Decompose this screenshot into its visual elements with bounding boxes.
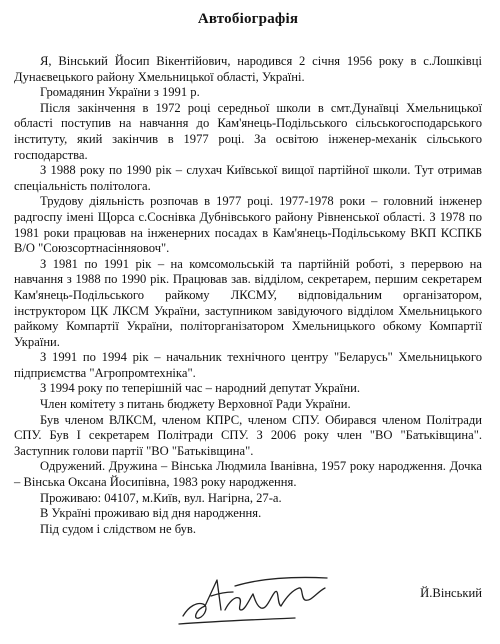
signature-name: Й.Вінський [420,586,482,600]
paragraph-membership: Був членом ВЛКСМ, членом КПРС, членом СПУ. Обирався членом Політради СПУ. Був І секретарем Політради СПУ. З 2006 року член "ВО "Батьківщина". Заступник голови партії "ВО "Батьківщина". [14,412,482,458]
paragraph-court: Під судом і слідством не був. [40,521,197,536]
document-body [14,54,482,537]
paragraph-party-school: З 1988 року по 1990 рік – слухач Київської вищої партійної школи. Тут отримав спеціальність політолога. [14,163,482,193]
paragraph-committee: Член комітету з питань бюджету Верховної Ради України. [40,397,351,412]
signature-area [0,566,500,636]
document-title: Автобіографія [197,11,299,27]
paragraph-career-start: Трудову діяльність розпочав в 1977 році. 1977-1978 роки – головний інженер радгоспу імені Щорса с.Соснівка Дубнівського району Рівненської області. З 1978 по 1981 роки працював на інженерних посадах в Кам'янець-Подільському ВКП КСПКБ В/О "Союзсортнасінняовоч". [14,194,482,256]
paragraph-deputy: З 1994 року по теперішній час – народний депутат України. [40,381,360,396]
paragraph-komsomol: З 1981 по 1991 рік – на комсомольській та партійній роботі, з перервою на навчання з 1988 по 1990 рік. Працював зав. відділом, секретарем, першим секретарем Кам'янець-Подільського райкому ЛКСМУ, відповідальним організатором, інструктором ЦК ЛКСМ України, заступником завідуючого відділом Хмельницького райкому Компартії України, політорганізатором Хмельницького обкому Компартії України. [14,256,482,349]
paragraph-address: Проживаю: 04107, м.Київ, вул. Нагірна, 27-а. [40,490,282,505]
paragraph-tech-center: З 1991 по 1994 рік – начальник технічного центру "Беларусь" Хмельницького підприємства "Агропромтехніка". [14,350,482,380]
paragraph-education: Після закінчення в 1972 році середньої школи в смт.Дунаївці Хмельницької області поступив на навчання до Кам'янець-Подільського сільськогосподарського інституту, який закінчив в 1977 році. За освітою інженер-механік сільського господарства. [14,100,482,162]
paragraph-residence: В Україні проживаю від дня народження. [40,506,262,521]
paragraph-citizenship: Громадянин України з 1991 р. [40,85,200,100]
paragraph-birth: Я, Вінський Йосип Вікентійович, народився 2 січня 1956 року в с.Лошківці Дунаєвецького району Хмельницької області, Україні. [14,54,482,84]
paragraph-family: Одружений. Дружина – Вінська Людмила Іванівна, 1957 року народження. Дочка – Вінська Оксана Йосипівна, 1983 року народження. [14,459,482,490]
signature-icon [175,566,340,631]
